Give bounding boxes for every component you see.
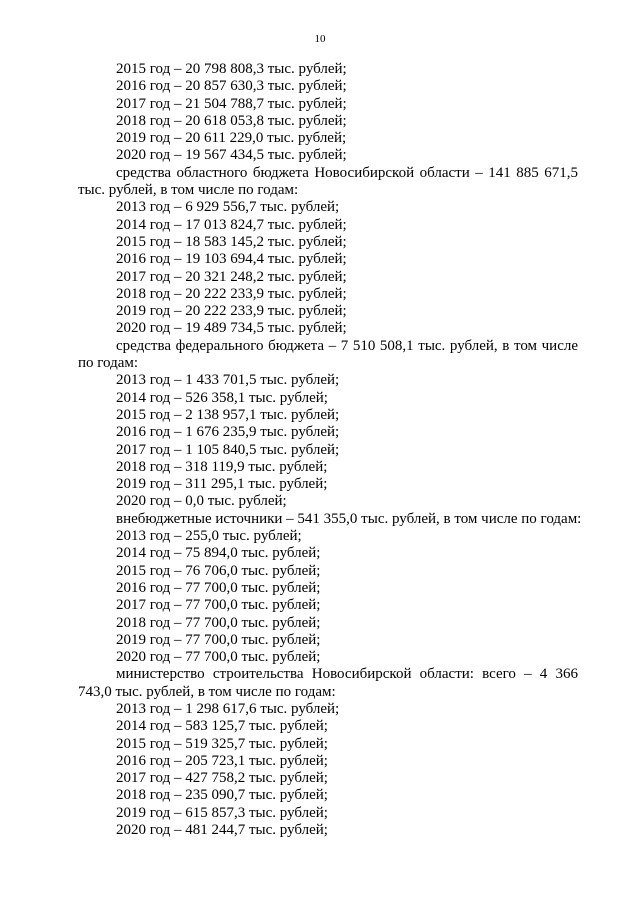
list-item: 2019 год – 20 222 233,9 тыс. рублей; [116, 303, 347, 320]
list-item: 2019 год – 20 611 229,0 тыс. рублей; [116, 130, 347, 147]
list-item: 2015 год – 20 798 808,3 тыс. рублей; [116, 61, 347, 77]
list-block-ministry [78, 701, 578, 839]
list-item: 2015 год – 18 583 145,2 тыс. рублей; [116, 233, 347, 250]
list-item: 2017 год – 20 321 248,2 тыс. рублей; [116, 268, 347, 285]
list-item: 2018 год – 318 119,9 тыс. рублей; [116, 458, 328, 475]
page-number: 10 [314, 33, 326, 45]
list-item: 2014 год – 17 013 824,7 тыс. рублей; [116, 216, 347, 233]
list-item: 2019 год – 615 857,3 тыс. рублей; [116, 804, 328, 821]
paragraph-extrabudgetary: внебюджетные источники – 541 355,0 тыс. рублей, в том числе по годам: [116, 510, 582, 527]
list-item: 2014 год – 583 125,7 тыс. рублей; [116, 718, 328, 735]
list-item: 2015 год – 76 706,0 тыс. рублей; [116, 562, 321, 579]
list-item: 2016 год – 205 723,1 тыс. рублей; [116, 752, 328, 769]
list-item: 2018 год – 77 700,0 тыс. рублей; [116, 614, 321, 631]
list-item: 2018 год – 235 090,7 тыс. рублей; [116, 787, 328, 804]
list-item: 2016 год – 19 103 694,4 тыс. рублей; [116, 251, 347, 268]
list-block-regional [78, 199, 578, 337]
list-item: 2020 год – 481 244,7 тыс. рублей; [116, 822, 328, 839]
list-block-extrabudgetary [78, 528, 578, 666]
list-item: 2015 год – 519 325,7 тыс. рублей; [116, 735, 328, 752]
list-item: 2017 год – 1 105 840,5 тыс. рублей; [116, 441, 340, 458]
list-item: 2019 год – 77 700,0 тыс. рублей; [116, 631, 321, 648]
list-item: 2013 год – 1 298 617,6 тыс. рублей; [116, 700, 340, 717]
list-item: 2016 год – 77 700,0 тыс. рублей; [116, 579, 321, 596]
list-block-federal [78, 372, 578, 510]
list-item: 2020 год – 77 700,0 тыс. рублей; [116, 649, 321, 666]
list-item: 2014 год – 75 894,0 тыс. рублей; [116, 545, 321, 562]
list-item: 2015 год – 2 138 957,1 тыс. рублей; [116, 406, 340, 423]
list-item: 2016 год – 20 857 630,3 тыс. рублей; [116, 78, 347, 95]
list-item: 2013 год – 255,0 тыс. рублей; [116, 528, 302, 545]
list-item: 2020 год – 0,0 тыс. рублей; [116, 493, 287, 510]
paragraph-regional-budget: средства областного бюджета Новосибирской области – 141 885 671,5 тыс. рублей, в том числе по годам: [78, 164, 578, 199]
list-item: 2020 год – 19 567 434,5 тыс. рублей; [116, 147, 347, 164]
list-item: 2017 год – 21 504 788,7 тыс. рублей; [116, 95, 347, 112]
list-block-total [78, 61, 578, 165]
paragraph-ministry-construction: министерство строительства Новосибирской области: всего – 4 366 743,0 тыс. рублей, в том числе по годам: [78, 666, 578, 700]
list-item: 2014 год – 526 358,1 тыс. рублей; [116, 389, 328, 406]
list-item: 2017 год – 427 758,2 тыс. рублей; [116, 770, 328, 787]
list-item: 2013 год – 1 433 701,5 тыс. рублей; [116, 372, 340, 389]
list-item: 2020 год – 19 489 734,5 тыс. рублей; [116, 320, 347, 337]
list-item: 2018 год – 20 618 053,8 тыс. рублей; [116, 112, 347, 129]
list-item: 2019 год – 311 295,1 тыс. рублей; [116, 476, 328, 493]
list-item: 2016 год – 1 676 235,9 тыс. рублей; [116, 424, 340, 441]
list-item: 2013 год – 6 929 556,7 тыс. рублей; [116, 199, 340, 216]
list-item: 2017 год – 77 700,0 тыс. рублей; [116, 597, 321, 614]
list-item: 2018 год – 20 222 233,9 тыс. рублей; [116, 285, 347, 302]
document-body [78, 61, 582, 839]
paragraph-federal-budget: средства федерального бюджета – 7 510 508,1 тыс. рублей, в том числе по годам: [78, 337, 578, 372]
